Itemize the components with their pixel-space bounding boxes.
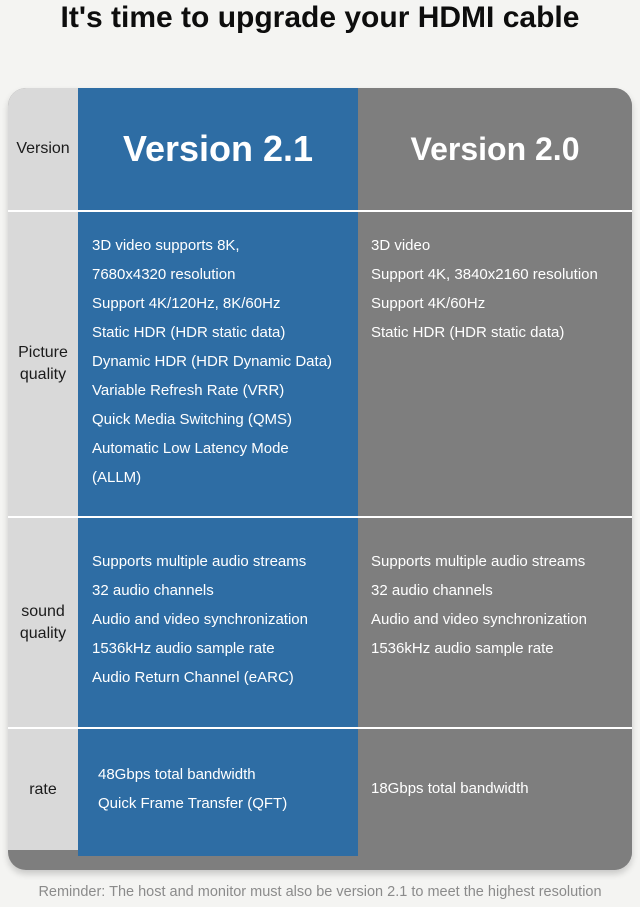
row-label-rate: rate <box>8 729 78 850</box>
feature-line: Supports multiple audio streams <box>92 553 307 570</box>
reminder-text: Reminder: The host and monitor must also be version 2.1 to meet the highest resolution <box>38 884 602 900</box>
feature-line: 3D video <box>371 237 431 254</box>
feature-line: Support 4K, 3840x2160 resolution <box>371 266 598 283</box>
feature-line: Support 4K/60Hz <box>371 295 486 312</box>
feature-line: Audio Return Channel (eARC) <box>92 669 294 686</box>
feature-line: 7680x4320 resolution <box>92 266 236 283</box>
page-title: It's time to upgrade your HDMI cable <box>60 1 580 34</box>
feature-line: Static HDR (HDR static data) <box>371 324 565 341</box>
feature-line: 48Gbps total bandwidth <box>98 766 256 783</box>
row-label-sound-quality: sound quality <box>8 518 78 727</box>
sound-quality-v21-cell <box>78 518 358 727</box>
feature-line: Variable Refresh Rate (VRR) <box>92 382 285 399</box>
feature-line: 32 audio channels <box>371 582 493 599</box>
feature-line: Static HDR (HDR static data) <box>92 324 286 341</box>
column-header-version-2-0: Version 2.0 <box>358 88 632 210</box>
column-header-version-2-1: Version 2.1 <box>78 88 358 210</box>
feature-line: Dynamic HDR (HDR Dynamic Data) <box>92 353 333 370</box>
table-row-rate <box>8 727 632 870</box>
hdmi-comparison-table <box>8 88 632 870</box>
feature-line: Quick Frame Transfer (QFT) <box>98 795 288 812</box>
feature-line: Automatic Low Latency Mode <box>92 440 289 457</box>
table-row-picture-quality <box>8 210 632 516</box>
table-row-version-header <box>8 88 632 210</box>
sound-quality-v20-cell <box>358 518 632 727</box>
row-label-picture-quality: Picture quality <box>8 212 78 516</box>
feature-line: Quick Media Switching (QMS) <box>92 411 293 428</box>
feature-line: 18Gbps total bandwidth <box>371 780 529 797</box>
picture-quality-v20-cell <box>358 212 632 516</box>
feature-line: Supports multiple audio streams <box>371 553 586 570</box>
feature-line: 3D video supports 8K, <box>92 237 240 254</box>
feature-line: 1536kHz audio sample rate <box>92 640 275 657</box>
picture-quality-v21-cell <box>78 212 358 516</box>
feature-line: Support 4K/120Hz, 8K/60Hz <box>92 295 281 312</box>
feature-line: Audio and video synchronization <box>371 611 587 628</box>
feature-line: 1536kHz audio sample rate <box>371 640 554 657</box>
feature-line: Audio and video synchronization <box>92 611 308 628</box>
feature-line: (ALLM) <box>92 469 142 486</box>
feature-line: 32 audio channels <box>92 582 214 599</box>
table-row-sound-quality <box>8 516 632 727</box>
row-label-version: Version <box>8 88 78 210</box>
rate-v20-cell <box>358 729 632 870</box>
rate-v21-cell <box>78 729 358 856</box>
